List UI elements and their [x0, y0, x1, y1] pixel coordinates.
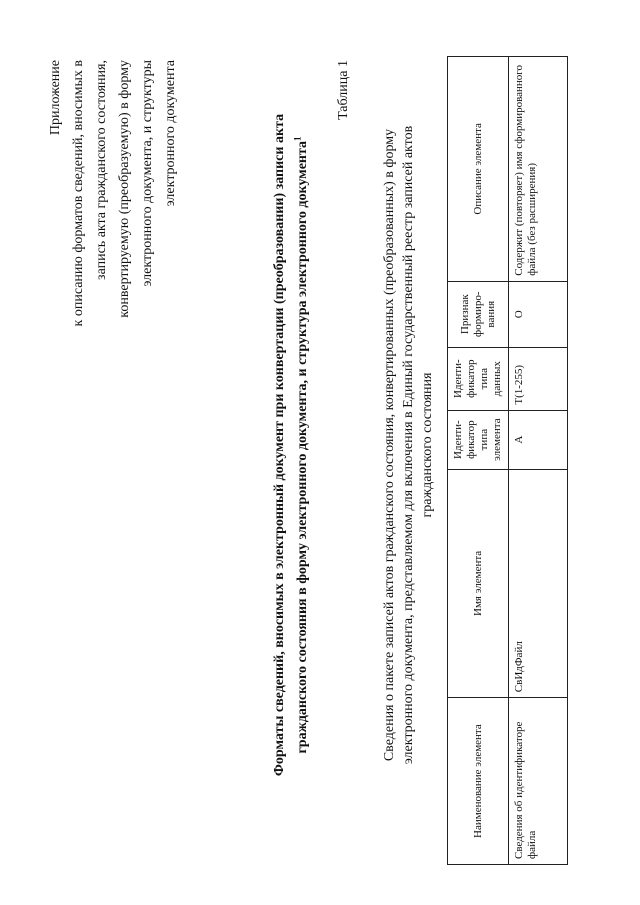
appendix-line: запись акта гражданского состояния, [94, 60, 109, 280]
table-header-row [448, 57, 509, 865]
cell-description: Содержит (повторяет) имя сформированного файла (без расширения) [509, 57, 568, 282]
heading-line: Форматы сведений, вносимых в электронный документ при конвертации (преобразовании) записи акта [272, 113, 287, 777]
table-description [380, 75, 437, 815]
footnote-mark: 1 [292, 136, 303, 141]
document-heading [268, 95, 314, 795]
format-table [447, 56, 568, 865]
column-header: Иденти-фикатор типа данных [448, 347, 509, 410]
table-row [509, 57, 568, 865]
heading-line: гражданского состояния в форму электронного документа, и структура электронного документа [295, 140, 310, 754]
cell-name: Сведения об идентификаторе файла [509, 698, 568, 865]
cell-element: СвИдФайл [509, 469, 568, 698]
appendix-title: Приложение [48, 60, 63, 136]
column-header: Имя элемента [448, 469, 509, 698]
appendix-line: конвертируемую (преобразуемую) в форму [117, 60, 132, 318]
table-description-line: гражданского состояния [420, 372, 435, 518]
column-header: Признак формиро-вания [448, 281, 509, 347]
column-header: Наименование элемента [448, 698, 509, 865]
cell-data-type: T(1-255) [509, 347, 568, 410]
table-description-line: Сведения о пакете записей актов гражданского состояния, конвертированных (преобразованных) в форму [382, 128, 397, 762]
appendix-line: к описанию форматов сведений, вносимых в [71, 60, 86, 327]
cell-type-id: А [509, 410, 568, 469]
appendix-line: электронного документа, и структуры [140, 60, 155, 287]
table-caption: Таблица 1 [336, 60, 351, 120]
heading-line-2 [291, 95, 314, 795]
column-header: Описание элемента [448, 57, 509, 282]
appendix-line: электронного документа [163, 60, 178, 207]
cell-flag: О [509, 281, 568, 347]
column-header: Иденти-фикатор типа элемента [448, 410, 509, 469]
table-description-line: электронного документа, представляемом для включения в Единый государственный реестр записей актов [401, 125, 416, 765]
appendix-block [44, 60, 182, 500]
